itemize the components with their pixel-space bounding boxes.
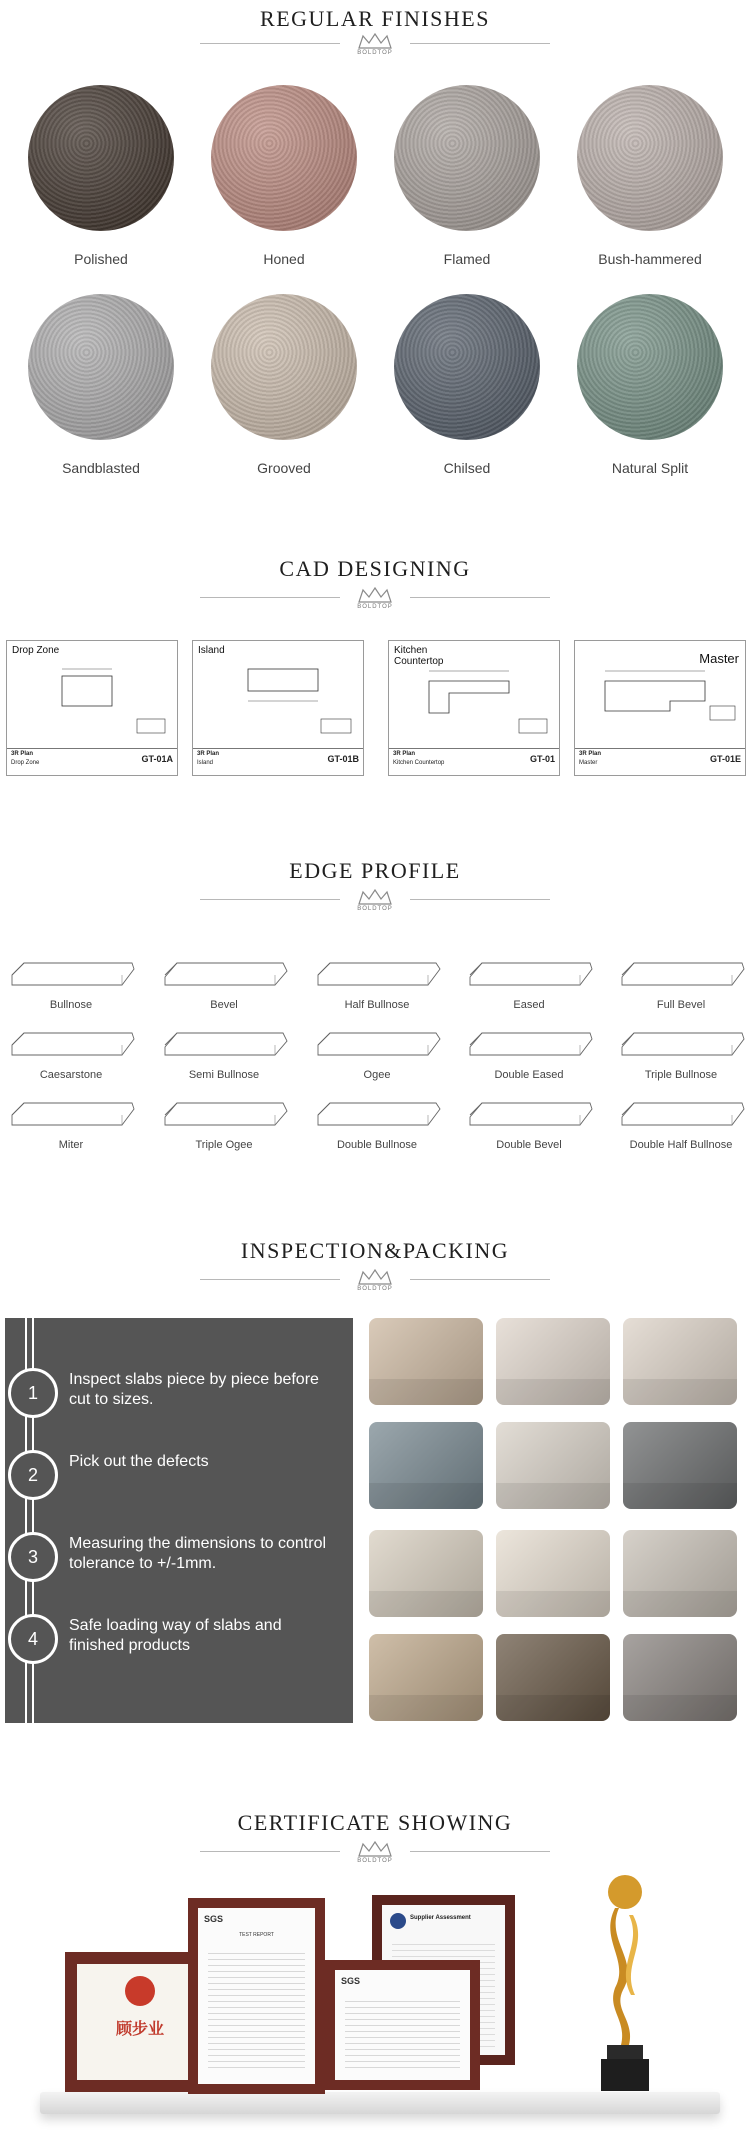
cad-drawing-sheet: [388, 640, 560, 776]
brand-divider: [200, 1844, 550, 1866]
cad-plan-name: Drop Zone: [11, 760, 40, 766]
brand-divider: [200, 590, 550, 612]
finish-swatch-bush-hammered: [577, 85, 723, 231]
crown-icon: [355, 1840, 395, 1860]
edge-profile-eased: [464, 955, 594, 1015]
cad-drawing-sheet: [574, 640, 746, 776]
cad-plan-drawing: [389, 641, 559, 741]
finish-label: Natural Split: [611, 460, 689, 476]
cad-plan-label: 3R Plan: [197, 751, 220, 757]
cad-drawing-sheet: [192, 640, 364, 776]
edge-profile-label: Double Bevel: [496, 1139, 562, 1151]
step-description: Pick out the defects: [69, 1453, 209, 1470]
step-number-badge: 4: [8, 1614, 58, 1664]
edge-profile-drawing: [159, 1095, 289, 1135]
finish-swatch-chilsed: [394, 294, 540, 440]
finish-label: Honed: [263, 251, 305, 267]
brand-text: BOLDTOP: [357, 50, 393, 56]
edge-profile-drawing: [616, 1095, 746, 1135]
inspection-photo: [369, 1634, 483, 1721]
inspection-photo: [623, 1530, 737, 1617]
edge-profile-label: Caesarstone: [39, 1069, 103, 1081]
certificate-chinese-title: 顾步业: [115, 2021, 164, 2038]
edge-profile-label: Double Bullnose: [336, 1139, 418, 1151]
crown-icon: [355, 32, 395, 52]
edge-profile-drawing: [6, 955, 136, 995]
cad-title-block: [7, 748, 177, 775]
edge-profile-label: Bullnose: [49, 999, 93, 1011]
crown-icon: [355, 586, 395, 606]
inspection-photo: [623, 1318, 737, 1405]
edge-profile-label: Double Eased: [494, 1069, 564, 1081]
edge-profile-label: Double Half Bullnose: [629, 1139, 733, 1151]
cad-sheet-title: Kitchen Countertop: [394, 645, 444, 667]
cad-drawing-code: GT-01A: [141, 754, 173, 764]
edge-profile-caesarstone: [6, 1025, 136, 1085]
edge-profile-label: Miter: [58, 1139, 84, 1151]
step-number-badge: 1: [8, 1368, 58, 1418]
brand-divider: [200, 1272, 550, 1294]
cad-plan-drawing: [7, 641, 177, 741]
inspection-photo: [496, 1318, 610, 1405]
trophy-icon: [585, 1870, 665, 2094]
finish-swatch-grooved: [211, 294, 357, 440]
edge-profile-drawing: [464, 1095, 594, 1135]
finish-swatch-polished: [28, 85, 174, 231]
edge-profile-drawing: [312, 1095, 442, 1135]
section-title-certificate: CERTIFICATE SHOWING: [237, 1810, 513, 1835]
edge-profile-drawing: [159, 955, 289, 995]
edge-profile-triple-ogee: [159, 1095, 289, 1155]
step-description: Inspect slabs piece by piece before cut to sizes.: [69, 1371, 319, 1408]
edge-profile-label: Full Bevel: [656, 999, 706, 1011]
brand-text: BOLDTOP: [357, 604, 393, 610]
finish-swatch-natural-split: [577, 294, 723, 440]
cad-plan-name: Master: [579, 760, 598, 766]
edge-profile-full-bevel: [616, 955, 746, 1015]
cad-plan-name: Kitchen Countertop: [393, 760, 445, 766]
finish-label: Sandblasted: [62, 460, 140, 476]
certificate-frame-sgs-front: [325, 1960, 480, 2090]
edge-profile-label: Eased: [513, 999, 545, 1011]
inspection-photo: [623, 1634, 737, 1721]
edge-profile-double-eased: [464, 1025, 594, 1085]
sgs-logo: SGS: [341, 1976, 361, 1986]
edge-profile-label: Triple Bullnose: [644, 1069, 718, 1081]
cad-title-block: [389, 748, 559, 775]
edge-profile-drawing: [312, 955, 442, 995]
finish-swatch-honed: [211, 85, 357, 231]
supplier-heading: Supplier Assessment: [410, 1915, 471, 1921]
edge-profile-half-bullnose: [312, 955, 442, 1015]
certificate-frame-sgs: [188, 1898, 325, 2094]
edge-profile-ogee: [312, 1025, 442, 1085]
brand-divider: [200, 36, 550, 58]
edge-profile-drawing: [312, 1025, 442, 1065]
cad-sheet-title: Drop Zone: [12, 645, 60, 656]
edge-profile-bevel: [159, 955, 289, 1015]
edge-profile-triple-bullnose: [616, 1025, 746, 1085]
edge-profile-label: Half Bullnose: [344, 999, 410, 1011]
edge-profile-double-bevel: [464, 1095, 594, 1155]
inspection-photo: [496, 1422, 610, 1509]
cad-plan-drawing: [575, 641, 745, 741]
cad-plan-label: 3R Plan: [393, 751, 416, 757]
cad-sheet-title: Island: [198, 645, 225, 656]
edge-profile-drawing: [616, 955, 746, 995]
cad-drawing-code: GT-01: [529, 754, 555, 764]
edge-profile-drawing: [464, 955, 594, 995]
cad-plan-label: 3R Plan: [579, 751, 602, 757]
section-title-finishes: REGULAR FINISHES: [260, 6, 490, 31]
crown-icon: [355, 888, 395, 908]
brand-text: BOLDTOP: [357, 1858, 393, 1864]
sgs-logo: SGS: [204, 1914, 224, 1924]
step-number-badge: 2: [8, 1450, 58, 1500]
inspection-photo: [623, 1422, 737, 1509]
cad-drawing-code: GT-01E: [709, 754, 741, 764]
finish-label: Chilsed: [443, 460, 491, 476]
brand-text: BOLDTOP: [357, 1286, 393, 1292]
badge-icon: [390, 1913, 406, 1929]
brand-text: BOLDTOP: [357, 906, 393, 912]
finish-label: Grooved: [257, 460, 311, 476]
step-description: Safe loading way of slabs and finished products: [69, 1617, 282, 1654]
edge-profile-double-half-bullnose: [616, 1095, 746, 1155]
finish-swatch-sandblasted: [28, 294, 174, 440]
report-text-lines: [345, 1996, 460, 2072]
section-title-cad: CAD DESIGNING: [279, 556, 471, 581]
edge-profile-label: Semi Bullnose: [188, 1069, 260, 1081]
inspection-photo: [369, 1422, 483, 1509]
edge-profile-drawing: [6, 1025, 136, 1065]
crown-icon: [355, 1268, 395, 1288]
edge-profile-miter: [6, 1095, 136, 1155]
cad-drawing-sheet: [6, 640, 178, 776]
finish-label: Bush-hammered: [598, 251, 702, 267]
inspection-photo: [496, 1634, 610, 1721]
edge-profile-semi-bullnose: [159, 1025, 289, 1085]
finish-swatch-flamed: [394, 85, 540, 231]
cad-drawing-code: GT-01B: [327, 754, 359, 764]
edge-profile-drawing: [616, 1025, 746, 1065]
report-heading: TEST REPORT: [239, 1932, 274, 1938]
inspection-steps-panel: [5, 1318, 353, 1723]
cad-plan-drawing: [193, 641, 363, 741]
display-shelf: [40, 2092, 720, 2114]
cad-title-block: [193, 748, 363, 775]
finish-label: Flamed: [443, 251, 491, 267]
seal-icon: [125, 1976, 155, 2006]
cad-plan-name: Island: [197, 760, 214, 766]
finish-label: Polished: [74, 251, 128, 267]
edge-profile-label: Ogee: [363, 1069, 391, 1081]
inspection-photo: [369, 1530, 483, 1617]
inspection-photo: [369, 1318, 483, 1405]
edge-profile-drawing: [6, 1095, 136, 1135]
edge-profile-label: Triple Ogee: [195, 1139, 253, 1151]
cad-title-block: [575, 748, 745, 775]
step-description: Measuring the dimensions to control tolerance to +/-1mm.: [69, 1535, 327, 1572]
report-text-lines: [208, 1948, 305, 2068]
edge-profile-drawing: [159, 1025, 289, 1065]
section-title-edge: EDGE PROFILE: [289, 858, 461, 883]
edge-profile-label: Bevel: [210, 999, 238, 1011]
edge-profile-bullnose: [6, 955, 136, 1015]
inspection-photo: [496, 1530, 610, 1617]
section-title-inspection: INSPECTION&PACKING: [240, 1238, 510, 1263]
cad-sheet-title: Master: [699, 651, 739, 666]
step-number-badge: 3: [8, 1532, 58, 1582]
edge-profile-drawing: [464, 1025, 594, 1065]
brand-divider: [200, 892, 550, 914]
cad-plan-label: 3R Plan: [11, 751, 34, 757]
edge-profile-double-bullnose: [312, 1095, 442, 1155]
